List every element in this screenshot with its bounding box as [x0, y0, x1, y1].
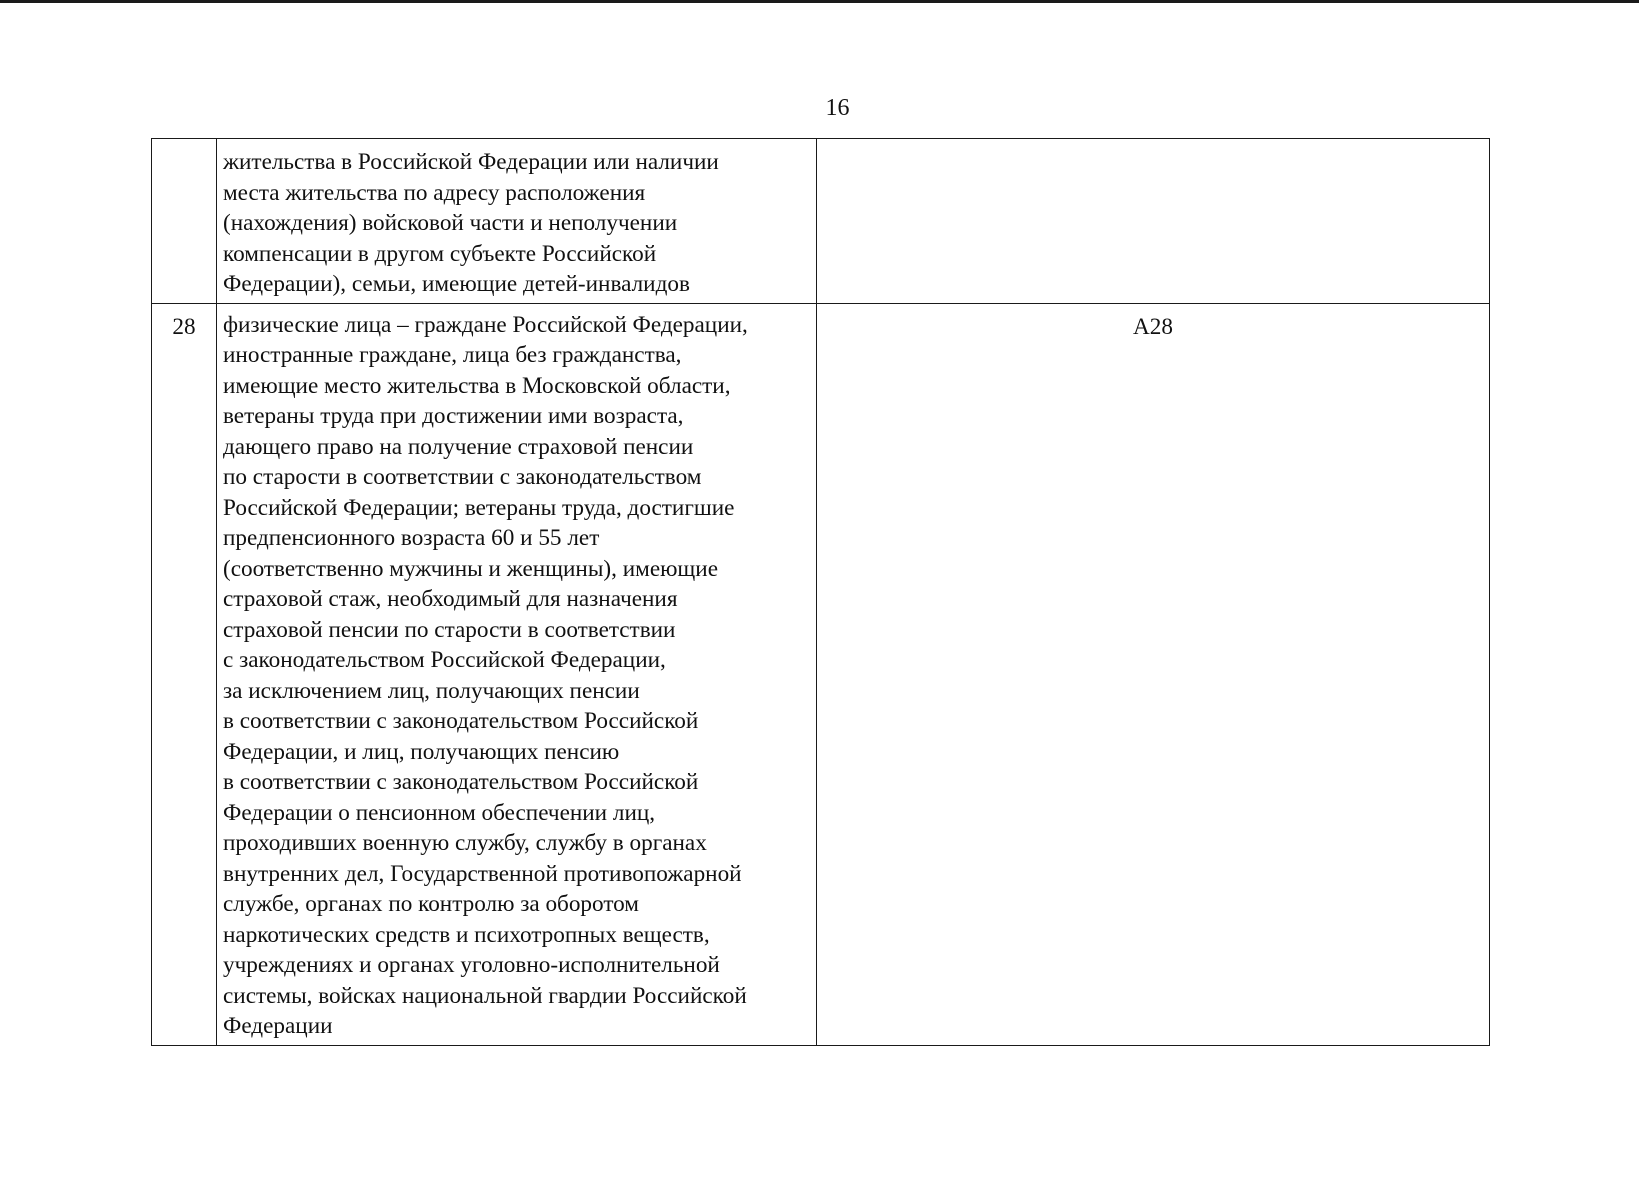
table-row-continuation [152, 139, 1490, 304]
page-number: 16 [825, 95, 850, 121]
row-description: физические лица – граждане Российской Федерации, иностранные граждане, лица без гражданства, имеющие место жительства в Московской области, ветераны труда при достижении ими возраста, дающего право на получение страховой пенсии по старости в соответствии с законодательством Российской Федерации; ветераны труда, достигшие предпенсионного возраста 60 и 55 лет (соответственно мужчины и женщины), имеющие страховой стаж, необходимый для назначения страховой пенсии по старости в соответствии с законодательством Российской Федерации, за исключением лиц, получающих пенсии в соответствии с законодательством Российской Федерации, и лиц, получающих пенсию в соответствии с законодательством Российской Федерации о пенсионном обеспечении лиц, проходивших военную службу, службу в органах внутренних дел, Государственной противопожарной службе, органах по контролю за оборотом наркотических средств и психотропных веществ, учреждениях и органах уголовно-исполнительной системы, войсках национальной гвардии Российской Федерации [217, 303, 817, 1045]
row-number [152, 139, 217, 304]
row-code: А28 [817, 303, 1490, 1045]
row-number: 28 [152, 303, 217, 1045]
benefits-table [151, 138, 1490, 1046]
scan-edge-line [0, 0, 1639, 3]
table-row-28 [152, 303, 1490, 1045]
row-code [817, 139, 1490, 304]
row-description: жительства в Российской Федерации или наличии места жительства по адресу расположения (нахождения) войсковой части и неполучении компенсации в другом субъекте Российской Федерации), семьи, имеющие детей-инвалидов [217, 139, 817, 304]
